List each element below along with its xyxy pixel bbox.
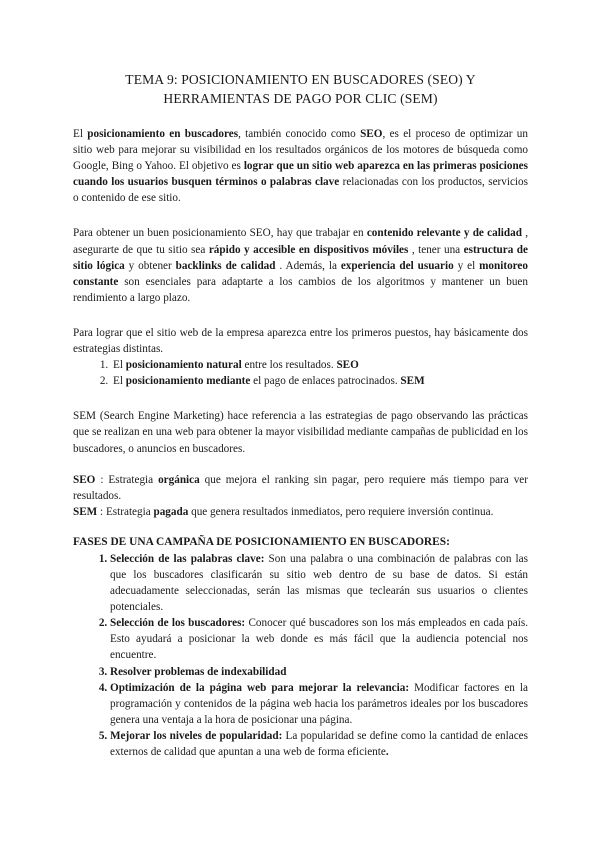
strategies-list — [73, 357, 528, 389]
bold-text: Mejorar los niveles de popularidad: — [110, 729, 283, 742]
text: el pago de enlaces patrocinados. — [250, 375, 401, 388]
bold-text: SEO — [73, 473, 96, 486]
bold-text: monitoreo constante — [73, 259, 528, 288]
list-item — [110, 551, 528, 615]
bold-text: Resolver problemas de indexabilidad — [110, 665, 287, 678]
bold-text: pagada — [153, 505, 189, 518]
bold-text: Optimización de la página web para mejorar la relevancia: — [110, 681, 410, 694]
seo-factors-paragraph — [73, 225, 528, 305]
list-item — [110, 664, 528, 680]
text: La popularidad se define como la cantidad de enlaces externos de calidad que apuntan a una web de forma eficiente — [110, 729, 528, 758]
text: entre los resultados. — [241, 359, 337, 372]
bold-text: SEM — [400, 375, 425, 388]
text: que mejora el ranking sin pagar, pero requiere más tiempo para ver resultados. — [73, 473, 528, 502]
bold-text: posicionamiento mediante — [125, 375, 251, 388]
text: . Además, la — [275, 259, 341, 272]
text: , es el proceso de optimizar un sitio web para mejorar su visibilidad en los resultados orgánicos de los motores de búsqueda como Google, Bing o Yahoo. El objetivo es — [73, 128, 528, 173]
text: El — [73, 128, 88, 140]
text: que genera resultados inmediatos, pero requiere inversión continua. — [188, 505, 494, 518]
list-item — [111, 357, 528, 373]
text: El — [113, 375, 126, 388]
bold-text: contenido relevante y de calidad — [366, 227, 522, 240]
list-item — [110, 728, 528, 760]
text: : Estrategia — [97, 505, 154, 518]
bold-text: Selección de los buscadores: — [110, 617, 246, 630]
text: son esenciales para adaptarte a los cambios de los algoritmos y mantener un buen rendimiento a largo plazo. — [73, 275, 528, 304]
text: , también conocido como — [238, 128, 361, 140]
text: , asegurarte de que tu sitio sea — [73, 227, 529, 256]
text: relacionadas con los productos, servicios o contenido de ese sitio. — [73, 176, 528, 205]
bold-text: SEO — [336, 359, 359, 372]
bold-text: orgánica — [158, 473, 200, 486]
text: y obtener — [124, 259, 176, 272]
text: Para obtener un buen posicionamiento SEO, hay que trabajar en — [73, 227, 367, 240]
text: Modificar factores en la programación y contenidos de la página web hacia los parámetros ideales por los buscadores genera una ventaja a la hora de posicionar una página. — [110, 681, 528, 726]
bold-text: backlinks de calidad — [175, 259, 276, 272]
list-item — [110, 680, 528, 728]
phases-list — [73, 551, 528, 760]
title-line-1: TEMA 9: POSICIONAMIENTO EN BUSCADORES (SEO) Y — [125, 72, 476, 87]
bold-text: rápido y accesible en dispositivos móviles — [208, 243, 409, 256]
title-line-2: HERRAMIENTAS DE PAGO POR CLIC (SEM) — [163, 91, 438, 106]
text: El — [113, 359, 126, 372]
sem-definition-line — [73, 504, 528, 520]
seo-definition-line — [73, 472, 528, 504]
list-item — [111, 373, 528, 389]
list-item — [110, 615, 528, 663]
bold-text: estructura de sitio lógica — [73, 243, 528, 272]
strategies-intro-paragraph: Para lograr que el sitio web de la empresa aparezca entre los primeros puestos, hay básicamente dos estrategias distintas. — [73, 326, 528, 356]
text: , tener una — [408, 243, 464, 256]
intro-paragraph — [73, 126, 528, 206]
bold-text: lograr que un sitio web aparezca en las primeras posiciones cuando los usuarios busquen términos o palabras clave — [73, 160, 528, 189]
bold-text: posicionamiento natural — [125, 359, 242, 372]
bold-text: posicionamiento en buscadores — [87, 128, 239, 140]
bold-text: . — [385, 746, 389, 758]
text: Conocer qué buscadores son los más empleados en cada país. Esto ayudará a posicionar la web donde es más fácil que la audiencia potencial nos encuentre. — [110, 617, 528, 662]
text: : Estrategia — [95, 473, 159, 486]
bold-text: SEO — [360, 128, 383, 140]
document-page — [73, 70, 528, 760]
phases-heading: FASES DE UNA CAMPAÑA DE POSICIONAMIENTO EN BUSCADORES: — [73, 535, 450, 548]
bold-text: SEM — [73, 505, 98, 518]
text: Son una palabra o una combinación de palabras con las que los buscadores clasificarán su sitio web dentro de su base de datos. Si están adecuadamente seleccionadas, serán las mismas que teclearán sus usuarios o clientes potenciales. — [110, 552, 528, 614]
bold-text: Selección de las palabras clave: — [110, 552, 265, 565]
bold-text: experiencia del usuario — [340, 259, 454, 272]
page-title — [73, 70, 528, 108]
sem-definition-paragraph: SEM (Search Engine Marketing) hace referencia a las estrategias de pago observando las prácticas que se realizan en una web para obtener la mayor visibilidad mediante campañas de publicidad en los buscadores, o anuncios en buscadores. — [73, 410, 528, 455]
text: y el — [453, 259, 480, 272]
